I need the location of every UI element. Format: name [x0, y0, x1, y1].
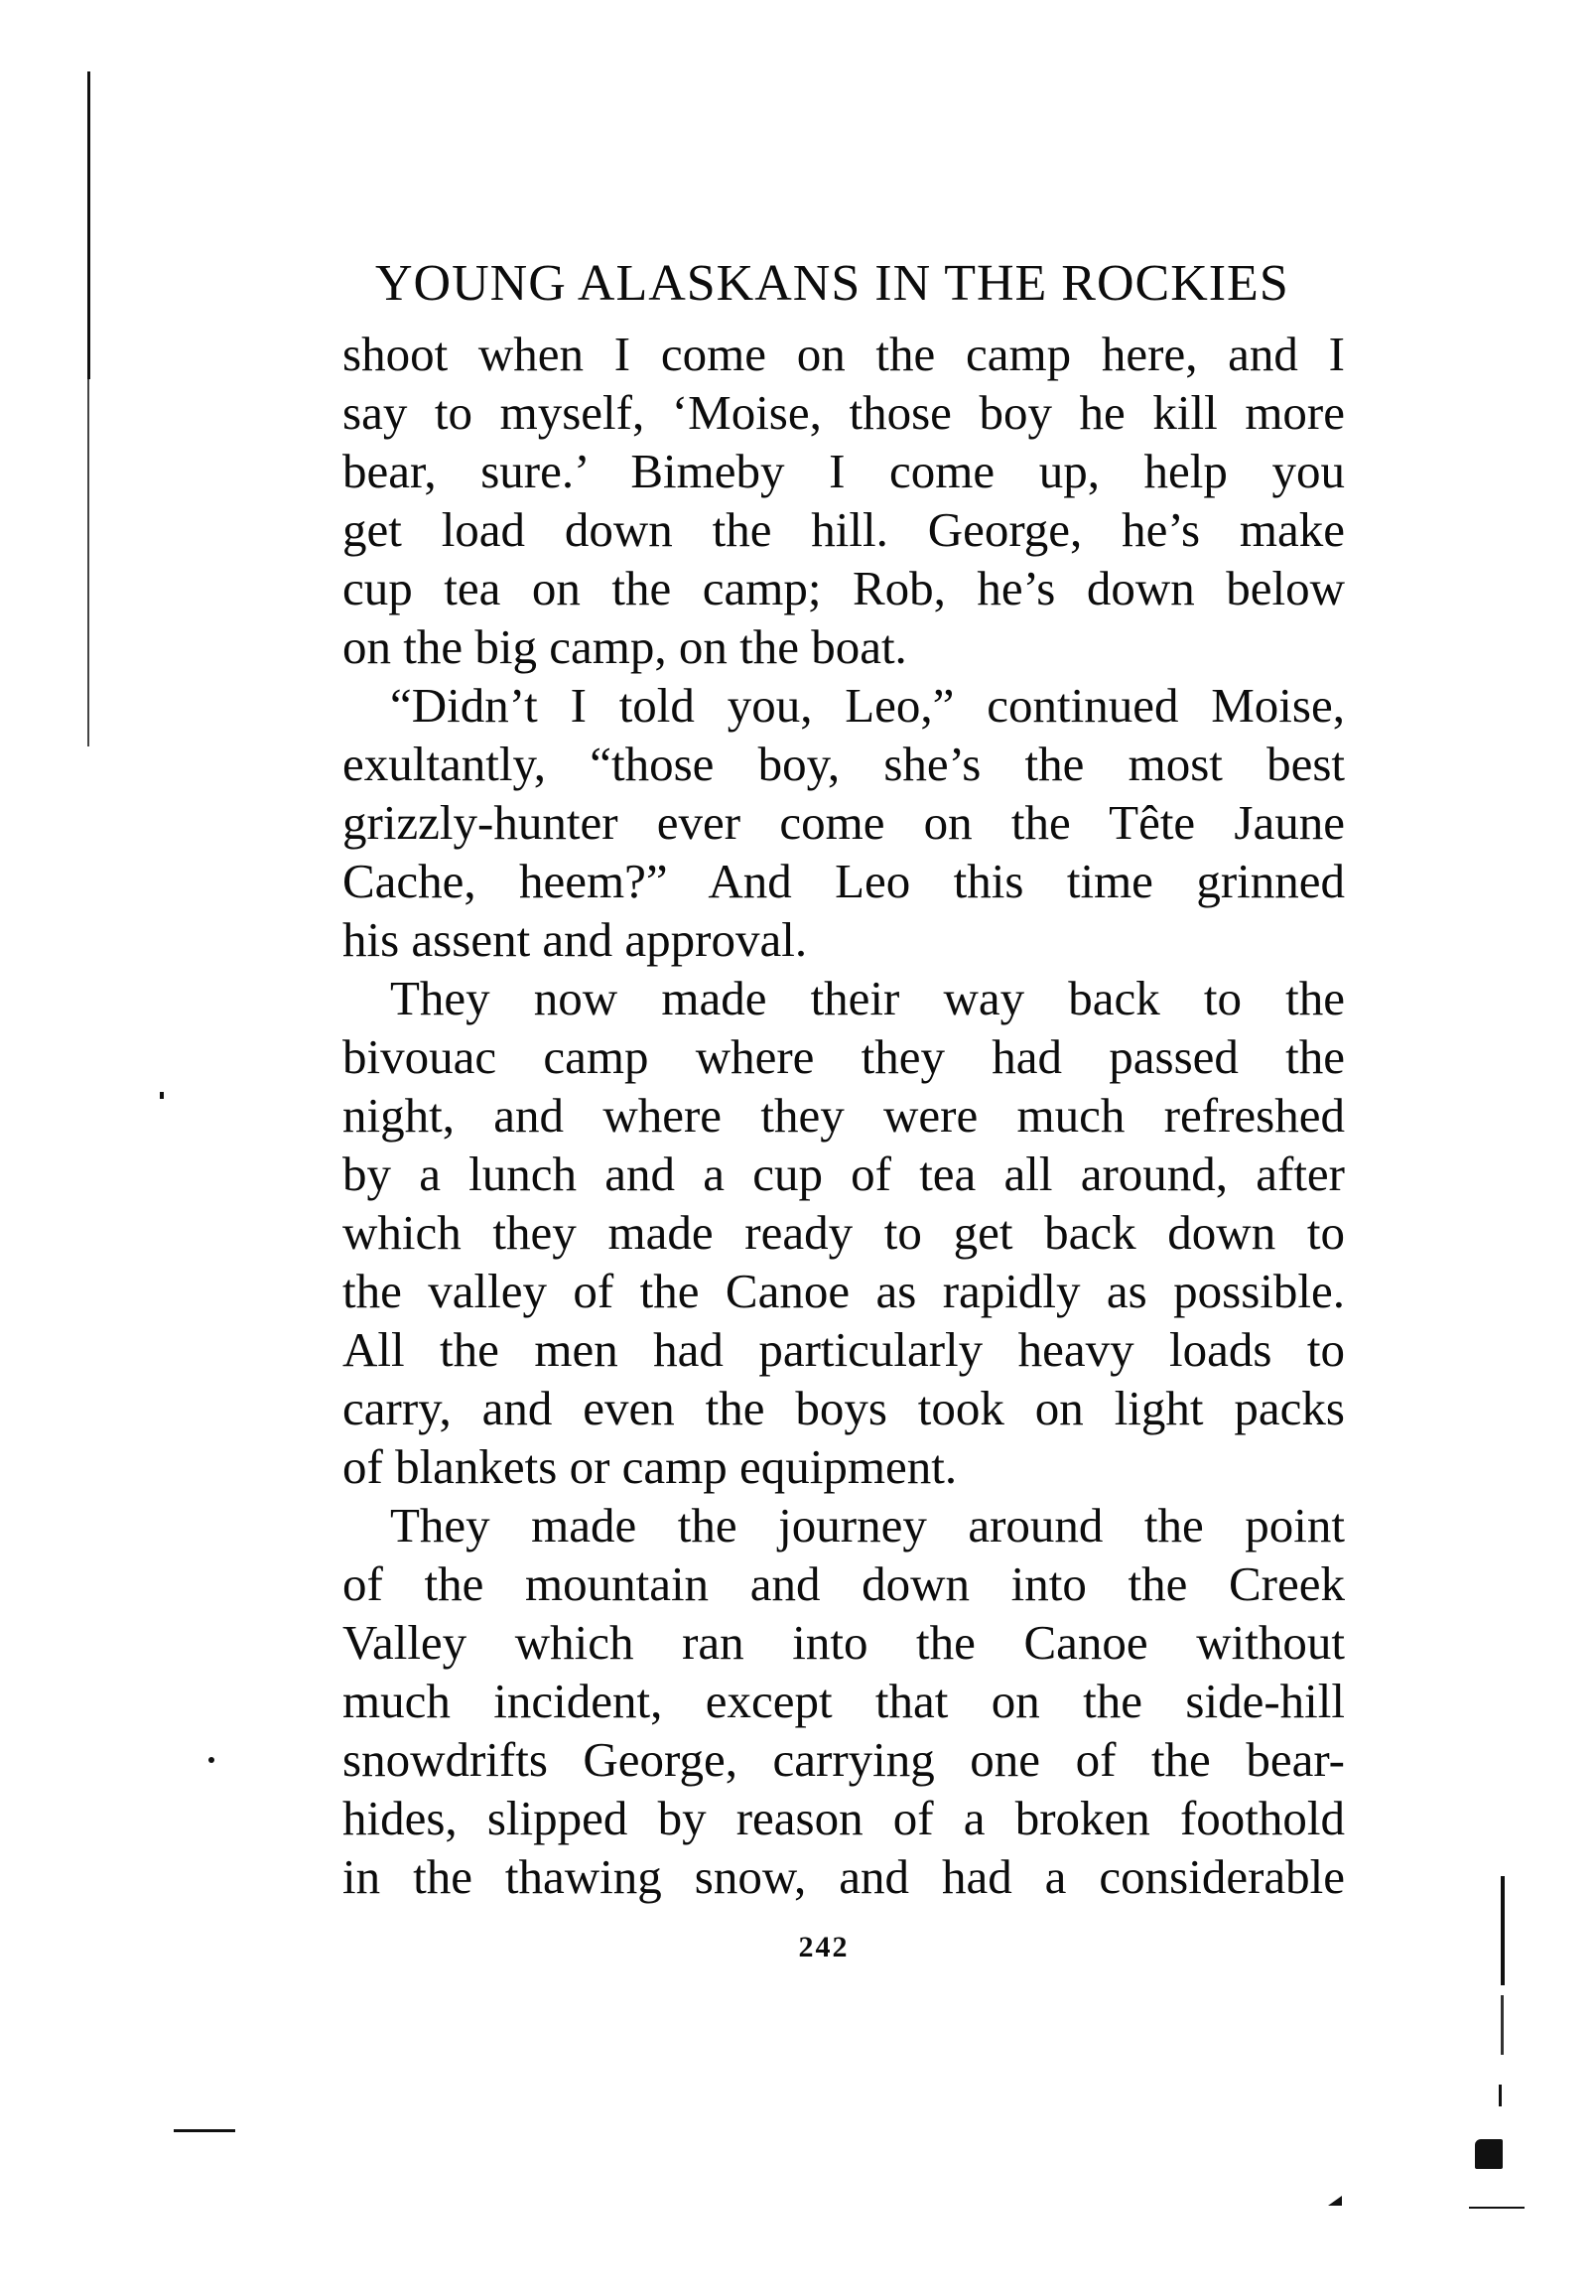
text-line: snowdrifts George, carrying one of the bear-: [342, 1732, 1345, 1787]
scan-speck: [160, 1092, 164, 1099]
page-number: 242: [798, 1931, 850, 1963]
scan-dash: [174, 2129, 235, 2132]
text-line: bivouac camp where they had passed the: [342, 1029, 1345, 1084]
text-line: shoot when I come on the camp here, and I: [342, 327, 1345, 381]
scan-edge-mark: [1501, 1995, 1504, 2055]
text-line: hides, slipped by reason of a broken foothold: [342, 1791, 1345, 1845]
scan-speck: [208, 1757, 214, 1763]
text-line: of blankets or camp equipment.: [342, 1439, 958, 1494]
text-line: which they made ready to get back down to: [342, 1205, 1345, 1260]
text-line: by a lunch and a cup of tea all around, after: [342, 1147, 1345, 1201]
scan-edge-mark: [1501, 1876, 1505, 1985]
running-head: YOUNG ALASKANS IN THE ROCKIES: [375, 255, 1289, 312]
text-line: grizzly-hunter ever come on the Tête Jaune: [342, 795, 1345, 850]
text-line: All the men had particularly heavy loads to: [342, 1322, 1345, 1377]
text-line: say to myself, ‘Moise, those boy he kill more: [342, 385, 1345, 440]
text-line: the valley of the Canoe as rapidly as possible.: [342, 1264, 1345, 1318]
text-line: exultantly, “those boy, she’s the most best: [342, 737, 1345, 791]
scan-edge-mark: [1499, 2085, 1502, 2106]
text-line: on the big camp, on the boat.: [342, 619, 907, 674]
text-line: cup tea on the camp; Rob, he’s down below: [342, 561, 1345, 615]
text-line: his assent and approval.: [342, 912, 808, 967]
text-line: “Didn’t I told you, Leo,” continued Moise,: [390, 678, 1345, 733]
text-line: bear, sure.’ Bimeby I come up, help you: [342, 444, 1345, 498]
text-line: of the mountain and down into the Creek: [342, 1556, 1345, 1611]
body-text: [342, 325, 1345, 1906]
text-line: They now made their way back to the: [390, 971, 1345, 1025]
text-line: night, and where they were much refreshed: [342, 1088, 1345, 1143]
text-line: in the thawing snow, and had a considerable: [342, 1849, 1345, 1904]
text-line: Cache, heem?” And Leo this time grinned: [342, 854, 1345, 908]
text-line: much incident, except that on the side-hill: [342, 1674, 1345, 1728]
scan-speck: [1328, 2196, 1342, 2206]
text-line: They made the journey around the point: [390, 1498, 1345, 1553]
scan-edge-mark: [87, 379, 89, 746]
scan-edge-mark: [87, 71, 90, 379]
scan-dash: [1469, 2207, 1525, 2209]
text-line: Valley which ran into the Canoe without: [342, 1615, 1345, 1670]
text-line: get load down the hill. George, he’s make: [342, 502, 1345, 557]
text-line: carry, and even the boys took on light packs: [342, 1381, 1345, 1435]
ink-blot: [1475, 2139, 1503, 2169]
